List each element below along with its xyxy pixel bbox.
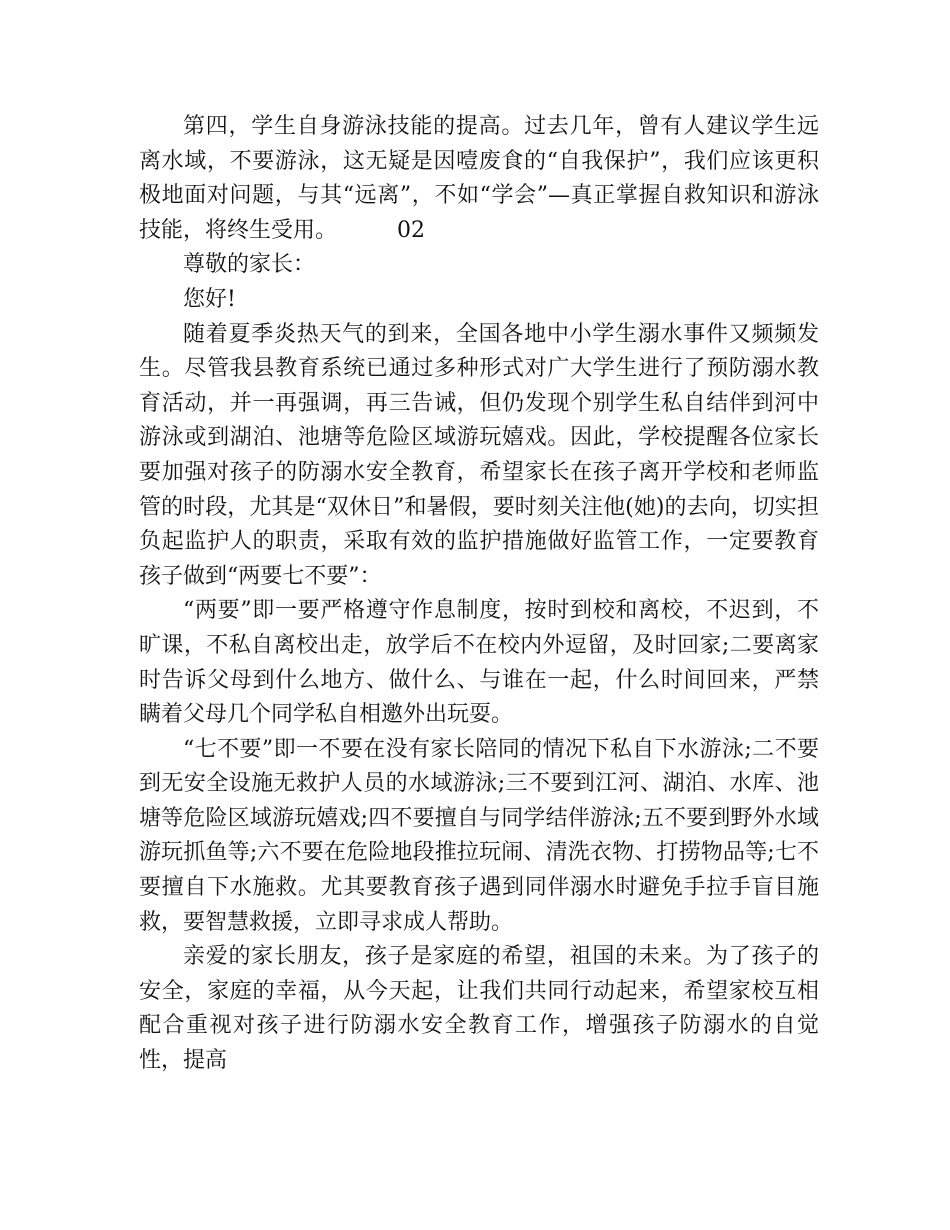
paragraph-seven-donts: “七不要”即一不要在没有家长陪同的情况下私自下水游泳;二不要到无安全设施无救护人员的水域游泳;三不要到江河、湖泊、水库、池塘等危险区域游玩嬉戏;四不要擅自与同学结伴游泳;五不要到野外水域游玩抓鱼等;六不要在危险地段推拉玩闹、清洗衣物、打捞物品等;七不要擅自下水施救。尤其要教育孩子遇到同伴溺水时避免手拉手盲目施救，要智慧救援，立即寻求成人帮助。 <box>139 736 819 935</box>
paragraph-closing-appeal: 亲爱的家长朋友，孩子是家庭的希望，祖国的未来。为了孩子的安全，家庭的幸福，从今天起，让我们共同行动起来，希望家校互相配合重视对孩子进行防溺水安全教育工作，增强孩子防溺水的自觉性，提高 <box>139 944 819 1074</box>
salutation: 尊敬的家长： <box>183 252 316 278</box>
paragraph-two-musts: “两要”即一要严格遵守作息制度，按时到校和离校，不迟到，不旷课，不私自离校出走，放学后不在校内外逗留，及时回家;二要离家时告诉父母到什么地方、做什么、与谁在一起，什么时间回来，严禁瞒着父母几个同学私自相邀外出玩耍。 <box>139 598 819 728</box>
document-body <box>139 110 819 1079</box>
section-number: 02 <box>397 217 426 243</box>
paragraph-text: 第四，学生自身游泳技能的提高。过去几年，曾有人建议学生远离水域，不要游泳，这无疑是因噎废食的“自我保护”，我们应该更积极地面对问题，与其“远离”，不如“学会”—真正掌握自救知识和游泳技能，将终生受用。 <box>139 114 819 243</box>
greeting: 您好! <box>183 286 236 312</box>
paragraph-summer-drowning: 随着夏季炎热天气的到来，全国各地中小学生溺水事件又频频发生。尽管我县教育系统已通过多种形式对广大学生进行了预防溺水教育活动，并一再强调，再三告诫，但仍发现个别学生私自结伴到河中游泳或到湖泊、池塘等危险区域游玩嬉戏。因此，学校提醒各位家长要加强对孩子的防溺水安全教育，希望家长在孩子离开学校和老师监管的时段，尤其是“双休日”和暑假，要时刻关注他(她)的去向，切实担负起监护人的职责，采取有效的监护措施做好监管工作，一定要教育孩子做到“两要七不要”： <box>139 321 819 589</box>
paragraph-swimming-skills <box>139 110 819 248</box>
